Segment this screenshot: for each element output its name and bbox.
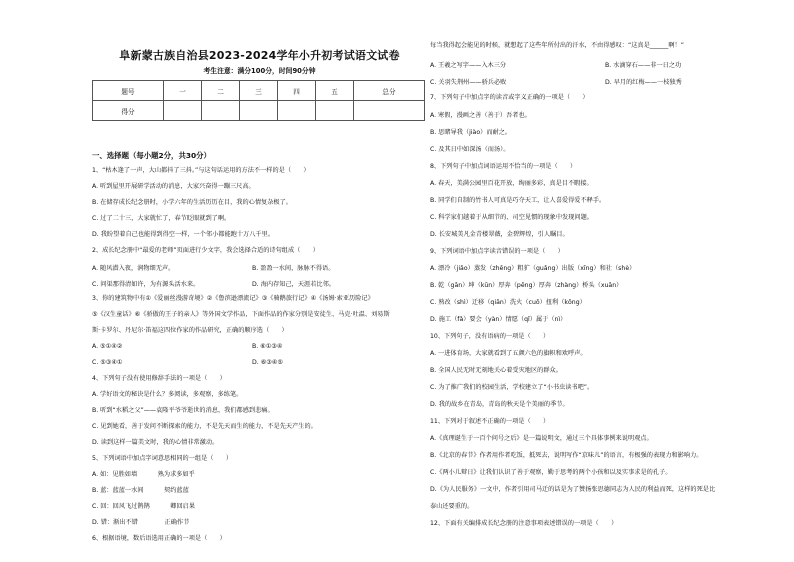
question-line: 10、下列句子，没有语病的一项是（ ）	[430, 333, 550, 340]
option-line: A. 春天，美满公园里百花开放，绚丽多彩，真是目不暇接。	[430, 180, 593, 187]
left-column	[92, 0, 427, 562]
question-line: 5、下列词语中加点字词意思相同的一组是（ ）	[92, 455, 233, 462]
score-header-cell: 一	[163, 81, 201, 101]
score-table	[92, 80, 425, 121]
option-line: B. 乾（gān）坤（kūn）厚奔（pēng）厚奔（zhàng）桥头（xuān）	[430, 282, 623, 289]
option-line: 泰山还要重的。	[430, 503, 474, 510]
option-line: C. 回：回风飞过鹊鹊 卿回启果	[92, 503, 196, 510]
option-line: B. 在储存成长纪念册时，小学六年的生活历历在目，我的心情复杂极了。	[92, 199, 292, 206]
score-header-cell: 四	[277, 81, 315, 101]
option-line: D. 读到这样一篇美文时，我的心情非常激动。	[92, 439, 219, 446]
option-line: A. 学好语文的秘诀是什么？多阅读，多观察，多练笔。	[92, 391, 243, 398]
right-column	[430, 0, 770, 562]
section-heading: 一、选择题（每小题2分，共30分）	[92, 151, 211, 160]
score-header-cell: 二	[201, 81, 239, 101]
score-row-label: 得分	[93, 101, 164, 121]
option-line: C.《两小儿辩日》让我们认识了善于观察，勤于思考的两个小孩和以及实事求是的孔子。	[430, 469, 672, 476]
option-a: A. ⑤①④②	[92, 343, 123, 350]
option-d: D. 海内存知己，天涯若比邻。	[252, 281, 335, 288]
option-line: D. 施工（fǎ）要会（yàn）情愿（qǐ）属于（nì）	[430, 316, 567, 323]
score-row	[93, 101, 425, 121]
option-line: A. 寒假，漫画之善（善于）吾者也。	[430, 112, 531, 119]
question-line: 4、下列句子没有使用修辞手法的一项是（ ）	[92, 375, 226, 382]
score-cell[interactable]	[277, 101, 315, 121]
option-line: B. 同学们自制的竹书人可真是巧夺天工，让人喜爱得爱不释手。	[430, 197, 606, 204]
option-a: A. 王羲之写字——入木三分	[430, 62, 507, 69]
option-c: C. 问渠那得清如许，为有源头活水来。	[92, 281, 200, 288]
question-line: 6、根据语境，数后语选用正确的一项是（ ）	[92, 535, 226, 542]
option-c: C. 关羽失荆州——骄兵必败	[430, 79, 507, 86]
option-line: D. 我的故乡在青岛，青岛的秋天是个美丽的季节。	[430, 401, 569, 408]
option-line: A. 一进体育场，大家就看到了五颜六色的旗帜和欢呼声。	[430, 350, 587, 357]
option-line: A. 听到屋里开展研学活动的消息，大家兴奋得一蹦三尺高。	[92, 183, 255, 190]
option-line: C. 过了二十三，大家就忙了，春节眨眼就到了啊。	[92, 215, 231, 222]
option-line: C. 见到她看，善于发问不断探索的能力，不是先天而生的能力，不是先天产生的。	[92, 423, 317, 430]
option-line: B. 思睹导我（jiào）而耐之。	[430, 129, 512, 136]
option-line: C. 及其日中如深汤（而汤）。	[430, 146, 510, 153]
question-line: ⑤《汉生童话》⑥《骄傲的王子的亲人》等外国文学作品，下面作品的作家分别是安徒生、马克·吐温、刘易斯	[92, 311, 390, 318]
question-line: 11、下列对于叙述不正确的一项是（ ）	[430, 418, 550, 425]
exam-title: 阜新蒙古族自治县2023-2024学年小升初考试语文试卷	[119, 49, 400, 62]
option-b: B. 盈盈一水间，脉脉不得语。	[252, 265, 335, 272]
option-line: B. 蓝：蓝蓝一水间 契约蓝蓝	[92, 487, 189, 494]
option-b: B. 水滴穿石——非一日之功	[605, 62, 682, 69]
exam-notice: 考生注意：满分100分，时间90分钟	[203, 67, 316, 75]
score-cell[interactable]	[239, 101, 277, 121]
score-header-cell: 三	[239, 81, 277, 101]
score-cell[interactable]	[163, 101, 201, 121]
question-line: 每当我得起会能见的时候，就想起了这些年所付出的汗水，不由得感叹：“这真是______啊！”	[430, 42, 684, 49]
question-line: 2、成长纪念册中“最爱的老师”页面进行少文字，我会选择合适的诗句组成（ ）	[92, 247, 319, 254]
option-line: B. 听到“水稻之父”——袁隆平爷爷逝世的消息，我们都感到悲痛。	[92, 407, 274, 414]
score-cell[interactable]	[315, 101, 353, 121]
question-line: 9、下列词语中加点字读音错误的一项是（ ）	[430, 248, 564, 255]
option-line: C. 熟改（shì）迁移（qiān）洗火（cuō）扭利（kōng）	[430, 299, 586, 306]
option-line: B. 全国人民无时无刻地关心着受灾地区的群众。	[430, 367, 562, 374]
option-line: A. 如：见胜如墙 熟为求多如乎	[92, 471, 195, 478]
score-header-cell: 题号	[93, 81, 164, 101]
option-d: D. ⑥③④⑤	[252, 359, 283, 366]
option-d: D. 早月的红梅——一枝独秀	[605, 79, 682, 86]
option-line: D. 我盼望着自己也能得到得空一样，一个邻小都能跑十万八千里。	[92, 231, 274, 238]
question-line: 1、“枯木逢了一声，大山都抖了三抖。”与这句话运用的方法不一样的是（ ）	[92, 167, 310, 174]
option-line: D.《为人民服务》一文中，作者引用司马迁的话是为了赞扬张思德同志为人民的利益而死，这样的死是比	[430, 486, 716, 493]
score-header-cell: 总分	[353, 81, 424, 101]
score-cell[interactable]	[353, 101, 424, 121]
question-line: 7、下列句子中加点字的读音或字义正确的一项是（ ）	[430, 94, 589, 101]
option-line: C. 科学家们越着于从细节的、司空见惯的现象中发现问题。	[430, 214, 593, 221]
option-a: A. 随风潜入夜，润物细无声。	[92, 265, 175, 272]
option-line: A.《真理诞生于一百个问号之后》是一篇说明文，通过三个具体事例来说明观点。	[430, 435, 653, 442]
score-header-row	[93, 81, 425, 101]
option-line: A. 漂冷（jiǎo）蒸发（zhēng）粗犷（guǎng）出版（xīng）和社（shè）	[430, 265, 636, 272]
option-line: B.《北京的春节》作者用作者吃饭，抵死去，说明写作“京味儿”的语言，有极强的表现力和影响力。	[430, 452, 703, 459]
score-header-cell: 五	[315, 81, 353, 101]
question-line: 斯·卡罗尔、丹尼尔·笛福这四位作家的作品研究，正确的顺序选（ ）	[92, 327, 288, 334]
question-line: 8、下列句子中加点词语运用不恰当的一项是（ ）	[430, 163, 577, 170]
score-cell[interactable]	[201, 101, 239, 121]
option-line: D. 长安城美凡金青楼翠薇，金碧辉煌，引人瞩目。	[430, 231, 569, 238]
option-c: C. ⑤③④①	[92, 359, 123, 366]
option-line: D. 错：渐出不错 正确作节	[92, 519, 190, 526]
question-line: 12、下面有关编排成长纪念册的注意事项表述错误的一项是（ ）	[430, 520, 618, 527]
question-line: 3、你的建筑物中有①《爱丽丝漫游奇境》②《鲁滨逊漂流记》③《骑鹅旅行记》④《汤姆·索亚历险记》	[92, 295, 374, 302]
option-line: C. 为了推广我们的校园生活，学校建立了“小书虫读书吧”。	[430, 384, 594, 391]
option-b: B. ⑥①③④	[252, 343, 283, 350]
